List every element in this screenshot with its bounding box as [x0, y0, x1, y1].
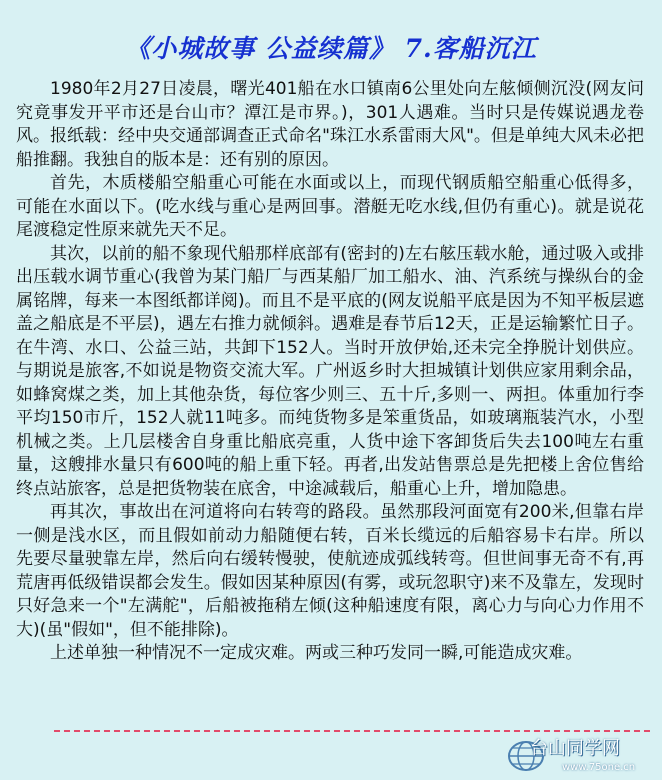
site-watermark: [498, 735, 658, 777]
site-url: www.75one.cn: [562, 762, 636, 773]
paragraph-third-reason: 再其次，事故出在河道将向右转弯的路段。虽然那段河面宽有200米,但靠右岸一侧是浅水区，而且假如前动力船随便右转，百米长缆远的后船容易卡右岸。所以先要尽量驶靠左岸，然后向右缓转慢驶，使航迹成弧线转弯。但世间事无奇不有,再荒唐再低级错误都会发生。假如因某种原因(有雾，或玩忽职守)来不及靠左，发现时只好急来一个"左满舵"，后船被拖稍左倾(这种船速度有限，离心力与向心力作用不大)(虽"假如"，但不能排除)。: [16, 502, 644, 640]
paragraph-conclusion: 上述单独一种情况不一定成灾难。两或三种巧发同一瞬,可能造成灾难。: [50, 643, 583, 663]
site-name: 台山同学网: [530, 738, 620, 759]
paragraph-second-reason: 其次，以前的船不象现代船那样底部有(密封的)左右舷压载水舱，通过吸入或排出压载水调节重心(我曾为某门船厂与西某船厂加工船水、油、汽系统与操纵台的金属铭牌，每来一本图纸都详阅)。而且不是平底的(网友说船平底是因为不知平板层遮盖之船底是不平层)，遇左右推力就倾斜。遇难是春节后12天，正是运输繁忙日子。在牛湾、水口、公益三站，共卸下152人。当时开放伊始,还未完全挣脱计划供应。与期说是旅客,不如说是物资交流大军。广州返乡时大担城镇计划供应家用剩余品，如蜂窝煤之类，加上其他杂货，每位客少则三、五十斤,多则一、两担。体重加行李平均150市斤，152人就11吨多。而纯货物多是笨重货品，如玻璃瓶装汽水，小型机械之类。上几层楼舍自身重比船底亮重，人货中途下客卸货后失去100吨左右重量，这艘排水量只有600吨的船上重下轻。再者,出发站售票总是先把楼上舍位售给终点站旅客，总是把货物装在底舍，中途减载后，船重心上升，增加隐患。: [16, 243, 644, 499]
conclusion-underline: [54, 730, 650, 732]
article-body: [16, 78, 644, 666]
article-title: 《小城故事 公益续篇》 7.客船沉江: [125, 34, 537, 63]
paragraph-first-reason: 首先，木质楼船空船重心可能在水面或以上，而现代钢质船空船重心低得多，可能在水面以下。(吃水线与重心是两回事。潜艇无吃水线,但仍有重心)。就是说花尾渡稳定性原来就先天不足。: [16, 173, 644, 240]
paragraph-intro: 1980年2月27日凌晨，曙光401船在水口镇南6公里处向左舷倾侧沉没(网友问究竟事发开平市还是台山市？潭江是市界。)，301人遇难。当时只是传媒说遇龙卷风。报纸载：经中央交通部调查正式命名"珠江水系雷雨大风"。但是单纯大风未必把船推翻。我独自的版本是：还有别的原因。: [16, 79, 644, 170]
